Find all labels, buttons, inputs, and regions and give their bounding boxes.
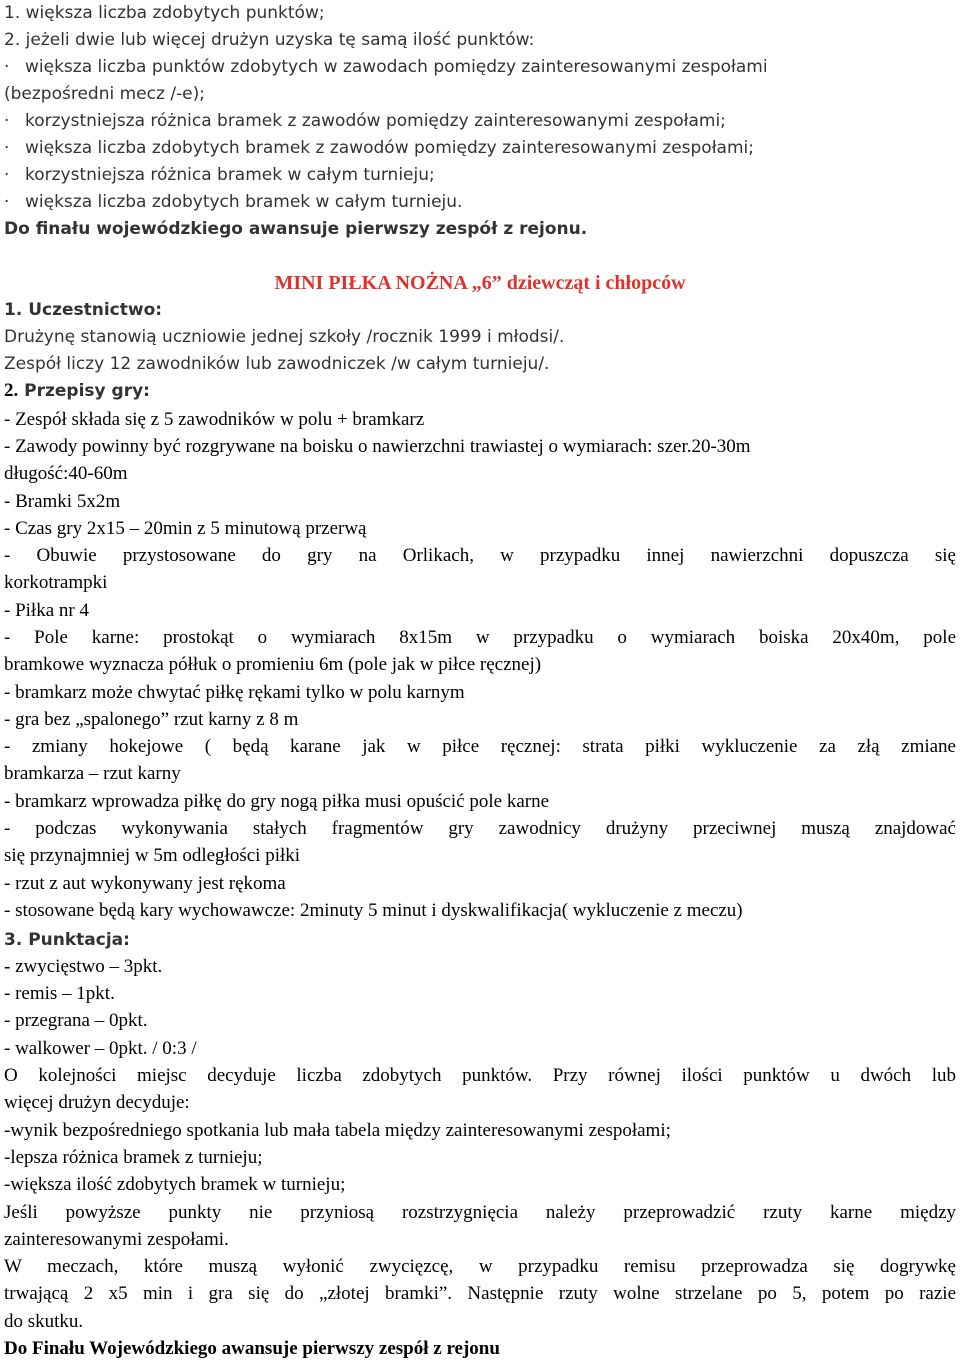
- penalty-text: Jeśli powyższe punkty nie przyniosą rozstrzygnięcia należy przeprowadzić rzuty karne między: [4, 1202, 956, 1223]
- rule-item: - stosowane będą kary wychowawcze: 2minuty 5 minut i dyskwalifikacja( wykluczenie z meczu): [4, 900, 743, 921]
- final-advance-note: Do Finału Wojewódzkiego awansuje pierwszy zespół z rejonu: [4, 1338, 500, 1359]
- heading-scoring: 3. Punktacja:: [4, 930, 130, 950]
- rule-item: - podczas wykonywania stałych fragmentów gry zawodnicy drużyny przeciwnej muszą znajdować: [4, 818, 956, 839]
- scoring-item: - walkower – 0pkt. / 0:3 /: [4, 1038, 197, 1059]
- tiebreak-item-3: · większa liczba zdobytych bramek z zawodów pomiędzy zainteresowanymi zespołami;: [4, 135, 956, 161]
- regional-advance-note: Do finału wojewódzkiego awansuje pierwszy zespół z rejonu.: [4, 219, 588, 239]
- rule-item: - Pole karne: prostokąt o wymiarach 8x15m w przypadku o wymiarach boiska 20x40m, pole: [4, 627, 956, 648]
- tiebreak-item-4: · korzystniejsza różnica bramek w całym turnieju;: [4, 162, 956, 188]
- rule-item: - bramkarz wprowadza piłkę do gry nogą piłka musi opuścić pole karne: [4, 791, 550, 812]
- ranking-text-cont: więcej drużyn decyduje:: [4, 1092, 190, 1113]
- scoring-item: - zwycięstwo – 3pkt.: [4, 956, 163, 977]
- rule-item: - Zawody powinny być rozgrywane na boisku o nawierzchni trawiastej o wymiarach: szer.20-30m: [4, 436, 751, 457]
- tiebreak-item-1-cont: (bezpośredni mecz /-e);: [4, 84, 205, 104]
- rule-item: - Czas gry 2x15 – 20min z 5 minutową przerwą: [4, 518, 367, 539]
- section-title: MINI PIŁKA NOŻNA „6” dziewcząt i chłopców: [274, 272, 686, 294]
- extra-time-text: W meczach, które muszą wyłonić zwycięzcę, w przypadku remisu przeprowadza się dogrywkę: [4, 1256, 956, 1277]
- tiebreak-item-2: · korzystniejsza różnica bramek z zawodów pomiędzy zainteresowanymi zespołami;: [4, 108, 956, 134]
- rule-item-cont: bramkarza – rzut karny: [4, 763, 181, 784]
- ranking-text: O kolejności miejsc decyduje liczba zdobytych punktów. Przy równej ilości punktów u dwóch lub: [4, 1065, 956, 1086]
- rule-item: - gra bez „spalonego” rzut karny z 8 m: [4, 709, 299, 730]
- tiebreak-item-1: · większa liczba punktów zdobytych w zawodach pomiędzy zainteresowanymi zespołami: [4, 54, 956, 80]
- bullet: ·: [4, 138, 10, 158]
- ranking-criterion: -większa ilość zdobytych bramek w turnieju;: [4, 1174, 346, 1195]
- rule-item-cont: bramkowe wyznacza półłuk o promieniu 6m (pole jak w piłce ręcznej): [4, 654, 542, 675]
- participation-text-2: Zespół liczy 12 zawodników lub zawodniczek /w całym turnieju/.: [4, 354, 550, 374]
- rule-item: - Bramki 5x2m: [4, 491, 121, 512]
- bullet: ·: [4, 111, 10, 131]
- rule-line-1: 1. większa liczba zdobytych punktów;: [4, 3, 325, 23]
- rule-item: - Obuwie przystosowane do gry na Orlikach, w przypadku innej nawierzchni dopuszcza się: [4, 545, 956, 566]
- tiebreak-item-5: · większa liczba zdobytych bramek w całym turnieju.: [4, 189, 956, 215]
- rule-item: - zmiany hokejowe ( będą karane jak w piłce ręcznej: strata piłki wykluczenie za złą zmiane: [4, 736, 956, 757]
- heading-rules: 2. Przepisy gry:: [4, 380, 150, 401]
- rule-line-2: 2. jeżeli dwie lub więcej drużyn uzyska tę samą ilość punktów:: [4, 30, 535, 50]
- extra-time-text-end: do skutku.: [4, 1311, 84, 1332]
- ranking-criterion: -lepsza różnica bramek z turnieju;: [4, 1147, 263, 1168]
- participation-text-1: Drużynę stanowią uczniowie jednej szkoły /rocznik 1999 i młodsi/.: [4, 327, 565, 347]
- rule-item: - bramkarz może chwytać piłkę rękami tylko w polu karnym: [4, 682, 465, 703]
- rule-item-cont: długość:40-60m: [4, 463, 128, 484]
- scoring-item: - przegrana – 0pkt.: [4, 1010, 148, 1031]
- rule-item: - rzut z aut wykonywany jest rękoma: [4, 873, 286, 894]
- heading-participation: 1. Uczestnictwo:: [4, 300, 163, 320]
- bullet: ·: [4, 57, 10, 77]
- rule-item-cont: się przynajmniej w 5m odległości piłki: [4, 845, 301, 866]
- rule-item: - Zespół składa się z 5 zawodników w polu + bramkarz: [4, 409, 425, 430]
- ranking-criterion: -wynik bezpośredniego spotkania lub mała tabela między zainteresowanymi zespołami;: [4, 1120, 671, 1141]
- rule-item-cont: korkotrampki: [4, 572, 108, 593]
- penalty-text-cont: zainteresowanymi zespołami.: [4, 1229, 229, 1250]
- extra-time-text-cont: trwającą 2 x5 min i gra się do „złotej bramki”. Następnie rzuty wolne strzelane po 5, potem po razie: [4, 1283, 956, 1304]
- bullet: ·: [4, 165, 10, 185]
- bullet: ·: [4, 192, 10, 212]
- rule-item: - Piłka nr 4: [4, 600, 89, 621]
- scoring-item: - remis – 1pkt.: [4, 983, 115, 1004]
